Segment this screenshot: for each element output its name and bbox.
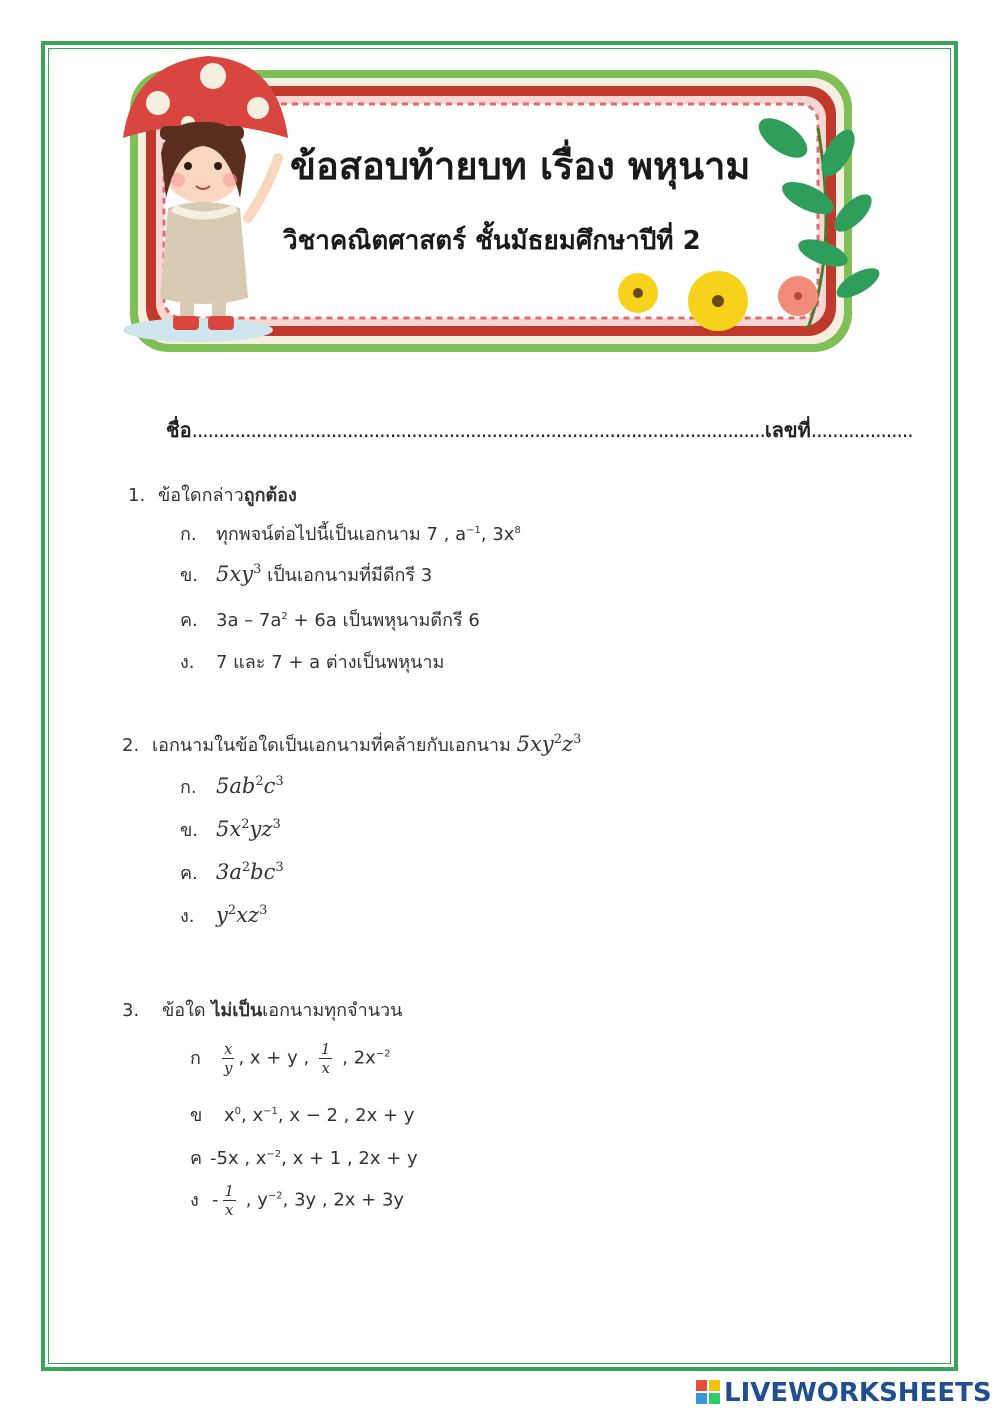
option-text: -5x , x xyxy=(210,1148,267,1169)
option-text: เป็นเอกนามที่มีดีกรี 3 xyxy=(261,565,433,586)
option-text: - xyxy=(212,1189,219,1211)
question-1 xyxy=(128,480,297,509)
option-text: , x + y , xyxy=(238,1047,315,1069)
name-number-line xyxy=(166,414,913,446)
exponent: −2 xyxy=(266,1149,282,1160)
question-3 xyxy=(122,995,402,1024)
option-label: ค. xyxy=(180,863,198,884)
question-emphasis: ไม่เป็น xyxy=(211,1000,263,1021)
option-text: , 3y , 2x + 3y xyxy=(282,1189,405,1211)
exponent: −1 xyxy=(466,525,481,536)
name-label: ชื่อ xyxy=(166,418,192,442)
fraction: $\frac{1}{x}$ xyxy=(224,1182,235,1219)
exponent: 0 xyxy=(234,1106,242,1117)
option-text: , x + 1 , 2x + y xyxy=(281,1148,418,1169)
option-label: ก xyxy=(190,1047,201,1069)
option-text: , y xyxy=(240,1189,268,1211)
question-2 xyxy=(122,730,581,759)
option-text: 7 และ 7 + a ต่างเป็นพหุนาม xyxy=(216,652,445,673)
option-math: $5ab^2c^3$ xyxy=(216,774,284,798)
exponent: 2 xyxy=(281,611,288,622)
q2-option-a[interactable] xyxy=(180,772,284,801)
option-math: $3a^2bc^3$ xyxy=(216,860,284,884)
option-label: ค xyxy=(190,1148,203,1169)
option-label: ก. xyxy=(180,777,197,798)
name-input-line[interactable]: ........................................................................................................... xyxy=(191,418,765,442)
option-math: $y^2xz^3$ xyxy=(216,903,268,927)
question-text: เอกนามในข้อใดเป็นเอกนามที่คล้ายกับเอกนาม xyxy=(152,735,517,756)
option-text: 3a – 7a xyxy=(216,610,282,631)
question-emphasis: ถูกต้อง xyxy=(243,485,297,506)
question-number: 1. xyxy=(128,485,146,506)
q3-option-b[interactable] xyxy=(190,1100,414,1129)
header-banner xyxy=(118,48,888,363)
number-label: เลขที่ xyxy=(764,418,811,442)
option-text: x xyxy=(224,1105,235,1126)
option-text: , 3x xyxy=(480,524,515,545)
option-label: ข xyxy=(190,1105,203,1126)
fraction: $\frac{x}{y}$ xyxy=(223,1040,233,1077)
q3-option-c[interactable] xyxy=(190,1143,418,1172)
worksheet-title: ข้อสอบท้ายบท เรื่อง พหุนาม xyxy=(290,144,751,188)
question-text: ข้อใดกล่าว xyxy=(158,485,244,506)
option-label: ก. xyxy=(180,524,197,545)
question-text: ข้อใด xyxy=(162,1000,212,1021)
exponent: −1 xyxy=(263,1106,278,1117)
worksheet-subtitle: วิชาคณิตศาสตร์ ชั้นมัธยมศึกษาปีที่ 2 xyxy=(283,226,701,256)
question-number: 3. xyxy=(122,1000,140,1021)
q1-option-b[interactable] xyxy=(180,560,432,589)
option-text: ทุกพจน์ต่อไปนี้เป็นเอกนาม 7 , a xyxy=(216,524,467,545)
exponent: 8 xyxy=(514,525,521,536)
question-math: $5xy^2z^3$ xyxy=(516,732,582,756)
q1-option-d[interactable] xyxy=(180,647,444,676)
q2-option-d[interactable] xyxy=(180,901,267,930)
q1-option-c[interactable] xyxy=(180,605,480,634)
option-text: , x − 2 , 2x + y xyxy=(277,1105,415,1126)
logo-text: LIVEWORKSHEETS xyxy=(724,1378,992,1408)
option-math: $5x^2yz^3$ xyxy=(216,817,281,841)
option-text: + 6a เป็นพหุนามดีกรี 6 xyxy=(287,610,480,631)
option-text: , x xyxy=(241,1105,264,1126)
option-label: ง. xyxy=(180,652,195,673)
exponent: −2 xyxy=(267,1190,283,1202)
option-label: ค. xyxy=(180,610,198,631)
q3-option-d[interactable] xyxy=(190,1182,404,1219)
option-label: ข. xyxy=(180,565,199,586)
option-math: $5xy^3$ xyxy=(216,562,262,586)
option-label: ง. xyxy=(180,906,195,927)
q2-option-b[interactable] xyxy=(180,815,281,844)
question-number: 2. xyxy=(122,735,140,756)
question-text-2: เอกนามทุกจำนวน xyxy=(262,1000,403,1021)
exponent: −2 xyxy=(375,1048,391,1060)
option-text: , 2x xyxy=(336,1047,376,1069)
q1-option-a[interactable] xyxy=(180,519,521,548)
number-input-line[interactable]: ................... xyxy=(810,418,913,442)
liveworksheets-logo-icon xyxy=(696,1380,720,1404)
option-label: ง xyxy=(190,1189,199,1211)
q3-option-a[interactable] xyxy=(190,1040,391,1077)
q2-option-c[interactable] xyxy=(180,858,284,887)
option-label: ข. xyxy=(180,820,199,841)
fraction: $\frac{1}{x}$ xyxy=(320,1040,331,1077)
